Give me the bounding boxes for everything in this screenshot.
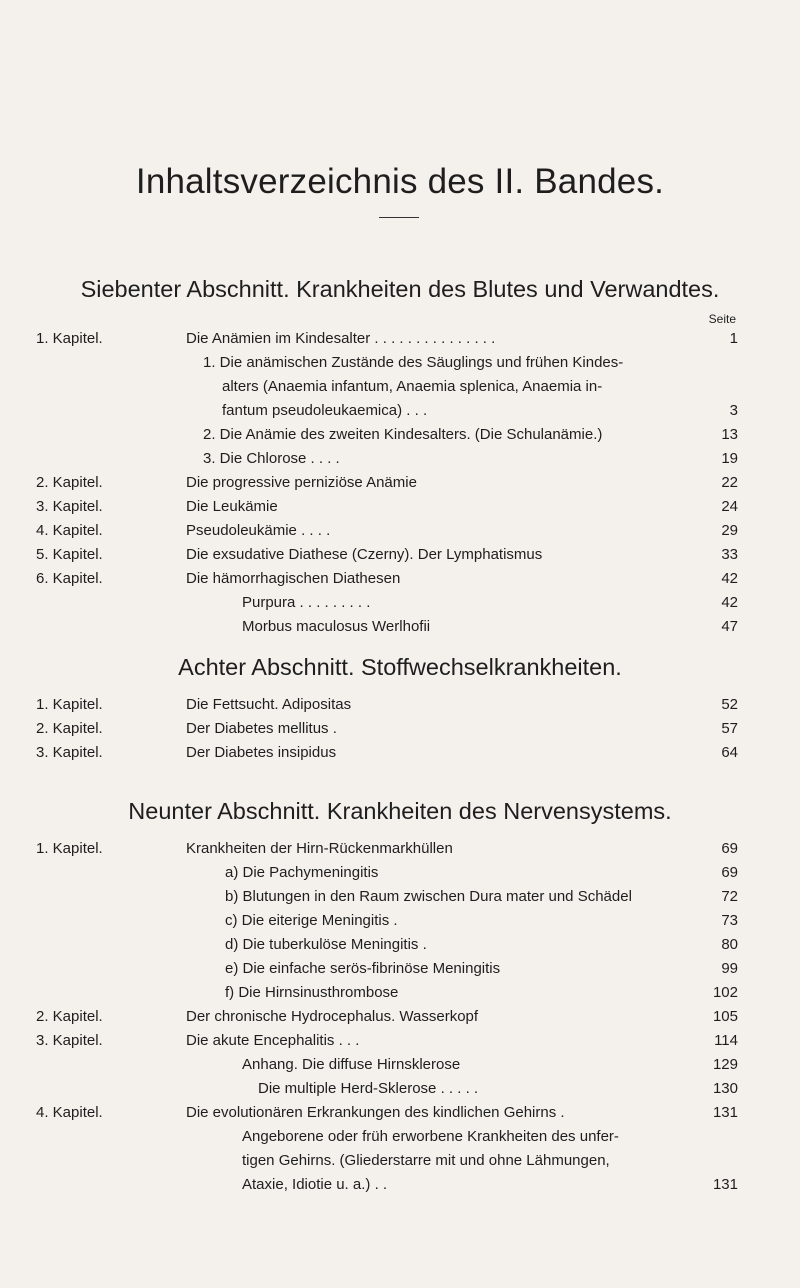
section-title-siebenter: Siebenter Abschnitt. Krankheiten des Blutes und Verwandtes. [80,276,720,302]
page-number: 73 [721,912,738,929]
page-number: 131 [712,1176,738,1193]
toc-entry[interactable] [0,910,800,932]
page-number: 99 [721,960,738,977]
page-number: 114 [714,1032,738,1049]
page-number: 19 [721,450,738,467]
entry-title: 3. Die Chlorose . . . . [203,450,340,467]
entry-title: Die exsudative Diathese (Czerny). Der Lymphatismus [186,546,543,563]
entry-title: a) Die Pachymeningitis [225,864,379,881]
chapter-number: 4. Kapitel. [36,1104,103,1121]
toc-entry-continuation [0,1150,800,1172]
toc-entry[interactable] [0,520,800,542]
entry-title: alters (Anaemia infantum, Anaemia splenica, Anaemia in- [222,378,603,395]
page-number: 105 [712,1008,738,1025]
seite-label: Seite [708,312,736,326]
entry-title: tigen Gehirns. (Gliederstarre mit und ohne Lähmungen, [242,1152,610,1169]
toc-entry[interactable] [0,496,800,518]
entry-title: Die Leukämie [186,498,278,515]
page-number: 64 [721,744,738,761]
page-number: 13 [721,426,738,443]
page-number: 42 [721,594,738,611]
toc-entry[interactable] [0,448,800,470]
page-number: 69 [721,840,738,857]
toc-entry[interactable] [0,862,800,884]
entry-title: Die evolutionären Erkrankungen des kindlichen Gehirns . [186,1104,565,1121]
chapter-number: 3. Kapitel. [36,498,103,515]
entry-title: Die progressive perniziöse Anämie [186,474,417,491]
toc-entry[interactable] [0,1102,800,1124]
page-number: 72 [721,888,738,905]
chapter-number: 1. Kapitel. [36,840,103,857]
toc-entry[interactable] [0,544,800,566]
entry-title: e) Die einfache serös-fibrinöse Meningitis [225,960,501,977]
page-number: 42 [721,570,738,587]
entry-title: Pseudoleukämie . . . . [186,522,331,539]
entry-title: Die multiple Herd-Sklerose . . . . . [258,1080,479,1097]
toc-entry[interactable] [0,694,800,716]
toc-entry[interactable] [0,742,800,764]
page-title: Inhaltsverzeichnis des II. Bandes. [135,162,665,201]
chapter-number: 4. Kapitel. [36,522,103,539]
chapter-number: 2. Kapitel. [36,720,103,737]
toc-entry[interactable] [0,1078,800,1100]
entry-title: 1. Die anämischen Zustände des Säuglings und frühen Kindes- [203,354,624,371]
page-number: 22 [721,474,738,491]
entry-title: Der Diabetes insipidus [186,744,337,761]
page-number: 102 [712,984,738,1001]
entry-title: Die akute Encephalitis . . . [186,1032,360,1049]
page-number: 33 [721,546,738,563]
toc-entry[interactable] [0,1006,800,1028]
toc-entry[interactable] [0,718,800,740]
toc-entry[interactable] [0,472,800,494]
entry-title: Der chronische Hydrocephalus. Wasserkopf [186,1008,479,1025]
entry-title: d) Die tuberkulöse Meningitis . [225,936,427,953]
page-number: 24 [721,498,738,515]
toc-entry[interactable] [0,934,800,956]
page-number: 52 [721,696,738,713]
entry-title: Angeborene oder früh erworbene Krankheiten des unfer- [242,1128,619,1145]
chapter-number: 5. Kapitel. [36,546,103,563]
entry-title: Krankheiten der Hirn-Rückenmarkhüllen [186,840,453,857]
toc-entry-continuation[interactable] [0,400,800,422]
entry-title: Die hämorrhagischen Diathesen [186,570,401,587]
chapter-number: 2. Kapitel. [36,1008,103,1025]
entry-title: c) Die eiterige Meningitis . [225,912,398,929]
toc-entry[interactable] [0,1030,800,1052]
chapter-number: 6. Kapitel. [36,570,103,587]
chapter-number: 3. Kapitel. [36,744,103,761]
entry-title: Ataxie, Idiotie u. a.) . . [242,1176,388,1193]
entry-title: Purpura . . . . . . . . . [242,594,371,611]
page-number: 80 [721,936,738,953]
chapter-number: 3. Kapitel. [36,1032,103,1049]
toc-entry[interactable] [0,982,800,1004]
title-divider [379,217,419,218]
toc-entry[interactable] [0,1054,800,1076]
page-number: 1 [729,330,738,347]
page-number: 130 [712,1080,738,1097]
chapter-number: 1. Kapitel. [36,330,103,347]
section-title-neunter: Neunter Abschnitt. Krankheiten des Nervensystems. [128,798,672,824]
entry-title: Die Fettsucht. Adipositas [186,696,352,713]
entry-title: Morbus maculosus Werlhofii [242,618,431,635]
toc-entry[interactable] [0,838,800,860]
page-number: 47 [721,618,738,635]
entry-title: Anhang. Die diffuse Hirnsklerose [242,1056,461,1073]
section-title-achter: Achter Abschnitt. Stoffwechselkrankheiten. [178,654,622,680]
page-number: 29 [721,522,738,539]
chapter-number: 1. Kapitel. [36,696,103,713]
chapter-number: 2. Kapitel. [36,474,103,491]
page-number: 69 [721,864,738,881]
page-number: 57 [721,720,738,737]
entry-title: Der Diabetes mellitus . [186,720,337,737]
toc-entry-continuation [0,376,800,398]
page-number: 3 [729,402,738,419]
toc-entry-continuation[interactable] [0,1174,800,1196]
page-number: 129 [712,1056,738,1073]
toc-entry[interactable] [0,568,800,590]
toc-entry[interactable] [0,886,800,908]
entry-title: 2. Die Anämie des zweiten Kindesalters. (Die Schulanämie.) [203,426,603,443]
entry-title: f) Die Hirnsinusthrombose [225,984,399,1001]
page-number: 131 [712,1104,738,1121]
entry-title: Die Anämien im Kindesalter . . . . . . . . . . . . . . . [186,330,496,347]
toc-entry[interactable] [0,424,800,446]
toc-entry-continuation [0,1126,800,1148]
toc-entry[interactable] [0,592,800,614]
entry-title: b) Blutungen in den Raum zwischen Dura mater und Schädel [225,888,632,905]
entry-title: fantum pseudoleukaemica) . . . [222,402,428,419]
toc-entry[interactable] [0,616,800,638]
toc-entry[interactable] [0,328,800,350]
toc-entry[interactable] [0,352,800,374]
toc-entry[interactable] [0,958,800,980]
